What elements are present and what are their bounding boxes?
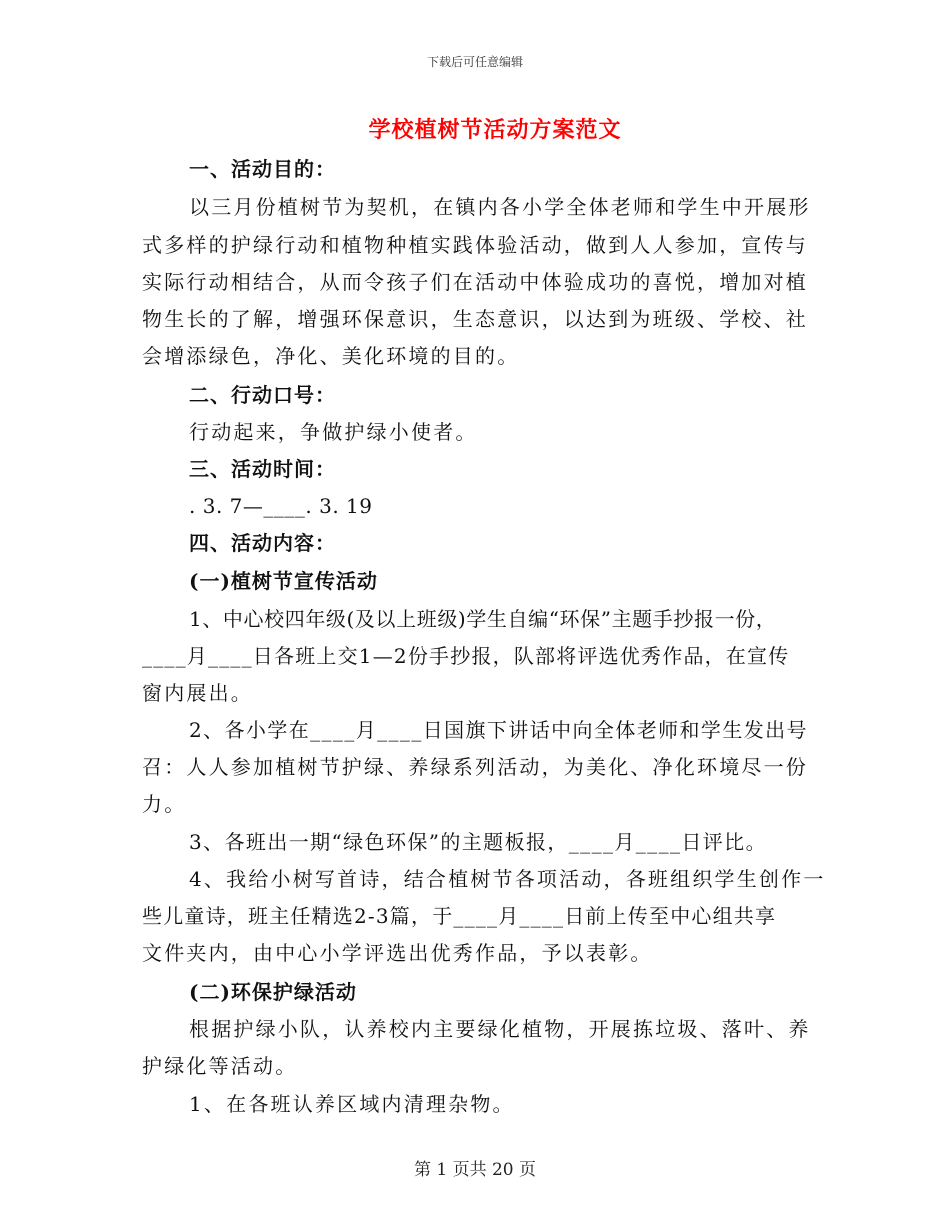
paragraph-line: 1、中心校四年级(及以上班级)学生自编“环保”主题手抄报一份， <box>189 607 777 631</box>
section-heading-content: 四、活动内容： <box>189 531 336 555</box>
paragraph-line: 行动起来，争做护绿小使者。 <box>189 420 478 444</box>
section-heading-slogan: 二、行动口号： <box>189 383 336 407</box>
subsection-heading-protection: (二)环保护绿活动 <box>189 980 357 1004</box>
document-title: 学校植树节活动方案范文 <box>368 117 622 143</box>
paragraph-line: 召：人人参加植树节护绿、养绿系列活动，为美化、净化环境尽一份 <box>142 755 808 779</box>
paragraph-line: 3、各班出一期“绿色环保”的主题板报，____月____日评比。 <box>189 830 767 854</box>
page-footer: 第 1 页共 20 页 <box>413 1160 537 1180</box>
paragraph-line: 以三月份植树节为契机，在镇内各小学全体老师和学生中开展形 <box>189 195 811 219</box>
paragraph-line: 式多样的护绿行动和植物种植实践体验活动，做到人人参加，宣传与 <box>142 233 808 257</box>
paragraph-line: 些儿童诗，班主任精选2-3篇，于____月____日前上传至中心组共享 <box>142 904 777 928</box>
section-heading-time: 三、活动时间： <box>189 457 336 481</box>
paragraph-line: 4、我给小树写首诗，结合植树节各项活动，各班组织学生创作一 <box>189 867 826 891</box>
paragraph-line: ____月____日各班上交1—2份手抄报，队部将评选优秀作品，在宣传 <box>142 644 790 668</box>
paragraph-line: 2、各小学在____月____日国旗下讲话中向全体老师和学生发出号 <box>189 718 808 742</box>
paragraph-line: 文件夹内，由中心小学评选出优秀作品，予以表彰。 <box>142 941 653 965</box>
paragraph-line: 物生长的了解，增强环保意识，生态意识，以达到为班级、学校、社 <box>142 307 808 331</box>
paragraph-line: 会增添绿色，净化、美化环境的目的。 <box>142 344 520 368</box>
paragraph-line: 窗内展出。 <box>142 681 253 705</box>
subsection-heading-publicity: (一)植树节宣传活动 <box>189 569 378 593</box>
header-note: 下载后可任意编辑 <box>426 55 523 69</box>
paragraph-line: 护绿化等活动。 <box>142 1054 298 1078</box>
section-heading-purpose: 一、活动目的： <box>189 157 336 181</box>
activity-date-range: . 3. 7—____. 3. 19 <box>189 494 373 518</box>
paragraph-line: 1、在各班认养区域内清理杂物。 <box>189 1092 515 1116</box>
paragraph-line: 根据护绿小队，认养校内主要绿化植物，开展拣垃圾、落叶、养 <box>189 1017 811 1041</box>
paragraph-line: 实际行动相结合，从而令孩子们在活动中体验成功的喜悦，增加对植 <box>142 270 808 294</box>
paragraph-line: 力。 <box>142 792 187 816</box>
